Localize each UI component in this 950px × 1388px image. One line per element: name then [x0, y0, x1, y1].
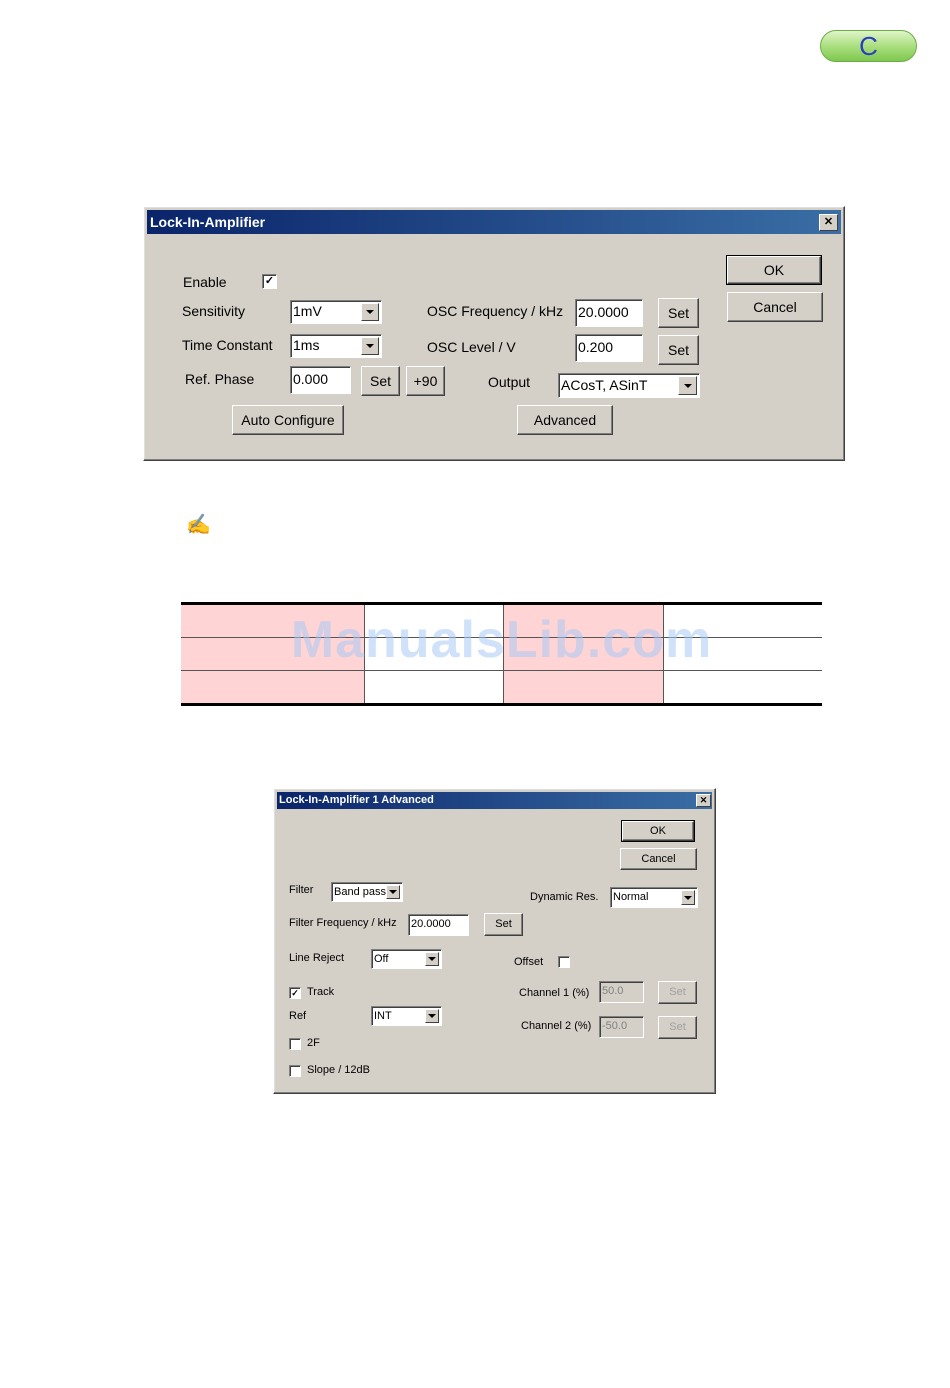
line-reject-select[interactable] — [371, 949, 442, 969]
dialog-title-bar[interactable] — [277, 792, 712, 809]
sensitivity-select[interactable] — [290, 300, 382, 324]
advanced-button-label: Advanced — [533, 412, 597, 428]
lock-in-amplifier-dialog — [143, 206, 845, 461]
set-button-label: Set — [495, 918, 512, 930]
offset-label: Offset — [514, 956, 544, 968]
chevron-down-icon[interactable] — [361, 303, 379, 321]
dialog-title: Lock-In-Amplifier 1 Advanced — [279, 794, 434, 806]
ref-select[interactable] — [371, 1006, 442, 1026]
close-icon: ✕ — [699, 795, 708, 805]
ref-phase-set-button[interactable] — [361, 366, 400, 396]
sensitivity-value: 1mV — [293, 303, 322, 319]
line-reject-label: Line Reject — [289, 952, 345, 964]
output-label: Output — [488, 374, 531, 390]
output-value: ACosT, ASinT — [561, 377, 648, 393]
ok-button-label: OK — [650, 825, 666, 837]
check-mark-icon: ✓ — [291, 988, 299, 998]
filter-frequency-value: 20.0000 — [411, 918, 451, 930]
track-checkbox[interactable] — [289, 987, 301, 999]
watermark: ManualsLib.com — [290, 611, 713, 669]
chevron-down-icon[interactable] — [386, 885, 400, 899]
osc-level-label: OSC Level / V — [427, 339, 516, 355]
filter-label: Filter — [289, 884, 314, 896]
osc-frequency-value: 20.0000 — [578, 304, 629, 320]
osc-level-value: 0.200 — [578, 339, 614, 355]
line-reject-value: Off — [374, 953, 389, 965]
ref-phase-input[interactable] — [290, 366, 351, 394]
pencil-note-icon — [186, 512, 211, 537]
auto-configure-button[interactable] — [232, 405, 344, 435]
table-cell — [504, 671, 664, 705]
dynamic-res-label: Dynamic Res. — [530, 891, 599, 903]
output-select[interactable] — [558, 373, 700, 398]
offset-checkbox[interactable] — [558, 956, 570, 968]
channel1-value: 50.0 — [602, 985, 624, 997]
osc-frequency-set-button[interactable] — [658, 298, 699, 328]
section-badge: C — [820, 30, 917, 62]
plus90-button-label: +90 — [413, 373, 438, 389]
cancel-button[interactable] — [727, 292, 823, 322]
channel2-set-button[interactable] — [658, 1016, 697, 1039]
slope-checkbox[interactable] — [289, 1065, 301, 1077]
ref-label: Ref — [289, 1010, 307, 1022]
ref-phase-value: 0.000 — [293, 371, 329, 387]
advanced-button[interactable] — [517, 405, 613, 435]
filter-value: Band pass — [334, 886, 386, 898]
set-button-label: Set — [667, 305, 689, 321]
channel1-set-button[interactable] — [658, 981, 697, 1004]
ok-button-label: OK — [763, 262, 785, 278]
osc-frequency-input[interactable] — [575, 299, 643, 327]
2f-label: 2F — [307, 1037, 320, 1049]
table-cell — [664, 671, 823, 705]
channel2-value: -50.0 — [602, 1020, 628, 1032]
chevron-down-icon[interactable] — [361, 337, 379, 355]
ok-button[interactable] — [622, 821, 694, 841]
close-button[interactable] — [696, 794, 711, 807]
dynamic-res-value: Normal — [613, 891, 649, 903]
channel2-input[interactable] — [599, 1016, 644, 1038]
dialog-title-bar[interactable] — [147, 210, 841, 234]
dynamic-res-select[interactable] — [610, 887, 698, 908]
plus90-button[interactable] — [406, 366, 445, 396]
set-button-label: Set — [667, 342, 689, 358]
2f-checkbox[interactable] — [289, 1038, 301, 1050]
osc-level-set-button[interactable] — [658, 335, 699, 365]
channel2-label: Channel 2 (%) — [521, 1020, 592, 1032]
chevron-down-icon[interactable] — [425, 952, 439, 966]
filter-select[interactable] — [331, 882, 403, 902]
slope-label: Slope / 12dB — [307, 1064, 370, 1076]
chevron-down-icon[interactable] — [678, 376, 697, 395]
cancel-button-label: Cancel — [753, 299, 797, 315]
table-cell — [365, 671, 504, 705]
enable-checkbox[interactable] — [262, 274, 277, 289]
advanced-dialog — [273, 788, 716, 1094]
osc-level-input[interactable] — [575, 334, 643, 362]
channel1-label: Channel 1 (%) — [519, 987, 590, 999]
track-label: Track — [307, 986, 335, 998]
osc-frequency-label: OSC Frequency / kHz — [427, 303, 564, 319]
time-constant-value: 1ms — [293, 337, 320, 353]
ref-value: INT — [374, 1010, 392, 1022]
close-button[interactable] — [819, 214, 838, 231]
cancel-button-label: Cancel — [641, 853, 676, 865]
time-constant-select[interactable] — [290, 334, 382, 358]
cancel-button[interactable] — [620, 848, 697, 870]
filter-frequency-set-button[interactable] — [484, 913, 523, 936]
set-button-label: Set — [669, 986, 686, 998]
set-button-label: Set — [669, 1021, 686, 1033]
ok-button[interactable] — [727, 256, 821, 284]
filter-frequency-input[interactable] — [408, 914, 469, 936]
check-mark-icon: ✓ — [264, 275, 275, 287]
sensitivity-label: Sensitivity — [182, 303, 246, 319]
close-icon: ✕ — [823, 216, 834, 228]
chevron-down-icon[interactable] — [681, 890, 695, 905]
chevron-down-icon[interactable] — [425, 1009, 439, 1023]
filter-frequency-label: Filter Frequency / kHz — [289, 917, 397, 929]
set-button-label: Set — [369, 373, 391, 389]
ref-phase-label: Ref. Phase — [185, 371, 255, 387]
time-constant-label: Time Constant — [182, 337, 273, 353]
pencil-note-glyph: ✍ — [186, 514, 211, 536]
enable-label: Enable — [183, 274, 227, 290]
dialog-title: Lock-In-Amplifier — [150, 214, 266, 230]
channel1-input[interactable] — [599, 981, 644, 1003]
auto-configure-label: Auto Configure — [241, 412, 335, 428]
table-row — [181, 671, 822, 705]
table-cell — [181, 671, 365, 705]
